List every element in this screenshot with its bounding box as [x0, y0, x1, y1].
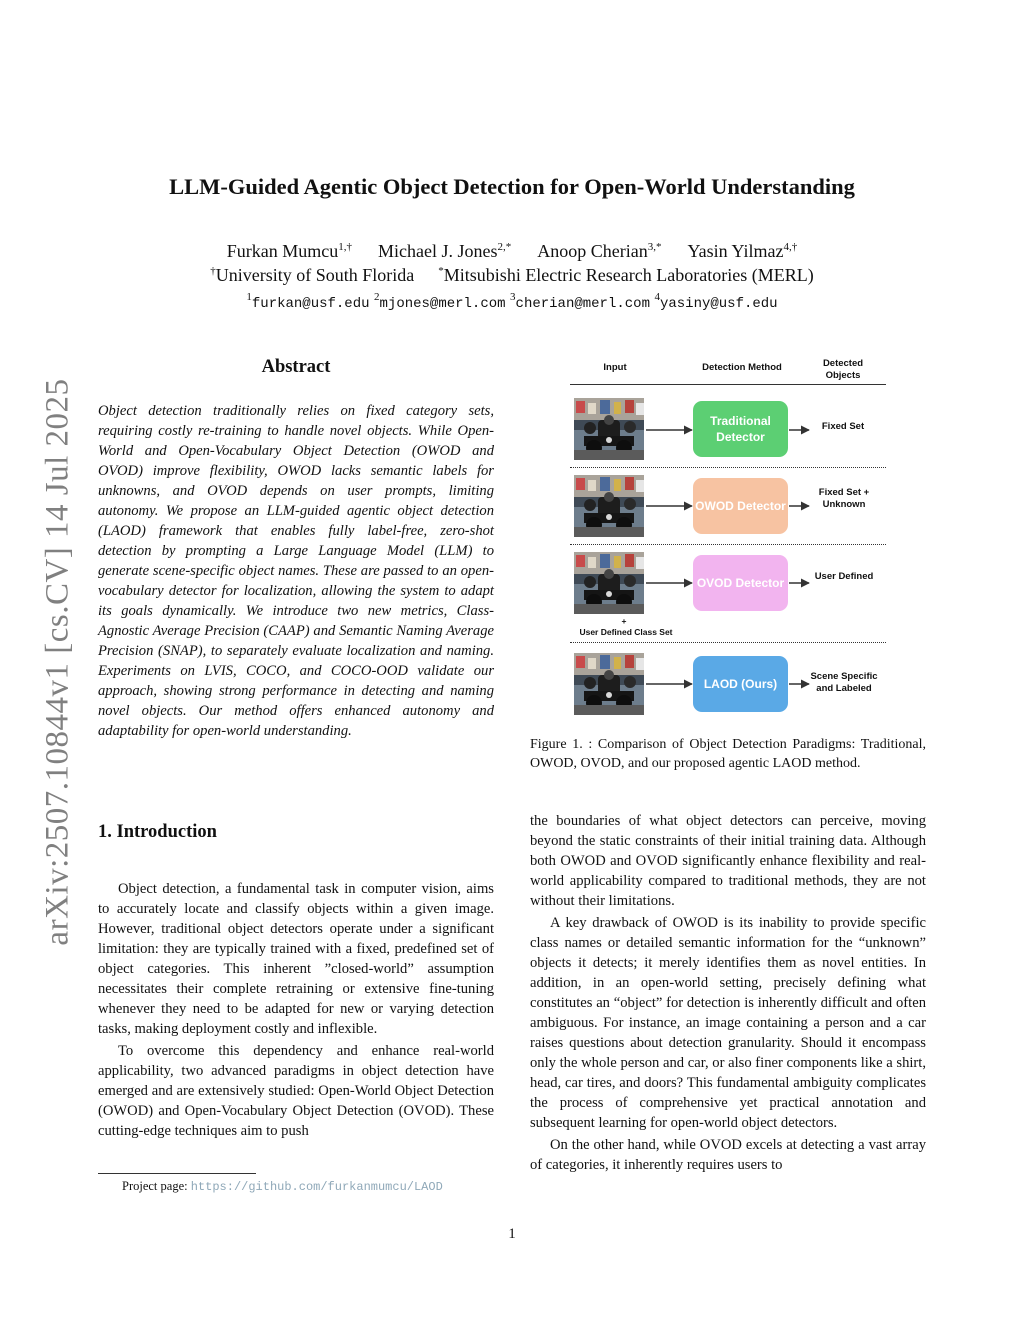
affiliation: †University of South Florida — [210, 265, 415, 285]
email[interactable]: mjones@merl.com — [379, 296, 506, 312]
user-class-set-label: User Defined Class Set — [579, 627, 673, 637]
figure-1 — [562, 355, 898, 727]
owod-detector-box: OWOD Detector — [693, 478, 788, 534]
header-rule — [570, 384, 886, 385]
arrow-icon — [646, 425, 694, 435]
arxiv-stamp: arXiv:2507.10844v1 [cs.CV] 14 Jul 2025 — [39, 378, 76, 946]
arrow-icon — [646, 679, 694, 689]
laod-box: LAOD (Ours) — [693, 656, 788, 712]
paragraph: the boundaries of what object detectors can perceive, moving beyond the static constraints of their initial training data. Although both OWOD and OVOD significantly enhance flexibility and real-world applicability compared to traditional methods, they are not without their limitations. — [530, 813, 926, 909]
traditional-detector-box: Traditional Detector — [693, 401, 788, 457]
output-label: User Defined — [814, 571, 874, 582]
affiliation: *Mitsubishi Electric Research Laboratories (MERL) — [438, 265, 814, 285]
abstract-text: Object detection traditionally relies on fixed category sets, requiring costly re-training to handle novel objects. While Open-World and Open-Vocabulary Object Detection (OWOD and OVOD) improve flexibility, OWOD lacks semantic labels for unknowns, and OVOD depends on user prompts, limiting autonomy. We propose an LLM-guided agentic object detection (LAOD) framework that enables fully label-free, zero-shot detection by prompting a Large Language Model (LLM) to generate scene-specific object names. These are passed to an open-vocabulary detector for localization, allowing the system to adapt its goals dynamically. We introduce two new metrics, Class-Agnostic Average Precision (CAAP) and Semantic Naming Average Precision (SNAP), to separately evaluate localization and naming. Experiments on LVIS, COCO, and COCO-OOD validate our approach, showing strong performance in detecting and naming novel objects. Our method offers enhanced autonomy and adaptability for open-world understanding. — [98, 403, 494, 739]
paragraph: A key drawback of OWOD is its inability to provide specific class names or detailed semantic information for the “unknown” objects it detects; it merely identifies them as novel entities. In addition, in an open-world setting, precisely defining what constitutes an “object” for detection is inherently difficult and often ambiguous. For instance, an image containing a person and a car raises questions about detection granularity. Should it encompass only the whole person and car, or also finer components like a shirt, head, car tires, and doors? This fundamental ambiguity complicates the process of comprehensive yet practical annotation and subsequent learning for open-world object detectors. — [530, 915, 926, 1131]
arrow-icon — [789, 578, 811, 588]
row-divider — [570, 467, 886, 468]
row-divider — [570, 544, 886, 545]
author: Furkan Mumcu$^{1,\dagger}$ — [226, 241, 352, 261]
footnote — [122, 1179, 443, 1194]
page-number: 1 — [508, 1226, 516, 1242]
row-divider — [570, 642, 886, 643]
paper-title: LLM-Guided Agentic Object Detection for Open-World Understanding — [169, 174, 855, 199]
footnote-rule — [98, 1173, 256, 1174]
author: Anoop Cherian$^{3,*}$ — [537, 241, 662, 261]
plus-sign: + — [621, 616, 627, 626]
output-label: Fixed Set + Unknown — [818, 487, 870, 510]
paragraph: On the other hand, while OVOD excels at detecting a vast array of categories, it inherently requires users to — [530, 1137, 926, 1173]
ovod-detector-box: OVOD Detector — [693, 555, 788, 611]
author-list — [0, 241, 1024, 262]
output-label: Scene Specific and Labeled — [810, 671, 878, 694]
arrow-icon — [646, 501, 694, 511]
paragraph: Object detection, a fundamental task in computer vision, aims to accurately locate and classify objects within a given image. However, traditional object detectors operate under a significant limitation: they are typically trained with a fixed, predefined set of object categories. This inherent ”closed-world” assumption necessitates their complete retraining or extensive fine-tuning whenever they need to be adapted for new or varying detection tasks, making deployment costly and inflexible. — [98, 881, 494, 1037]
abstract-heading: Abstract — [261, 357, 331, 377]
header-method: Detection Method — [702, 362, 782, 373]
paragraph: To overcome this dependency and enhance real-world applicability, two advanced paradigms in object detection have emerged and are extensively studied: Open-World Object Detection (OWOD) and Open-Vocabulary Object Detection (OVOD). These cutting-edge techniques aim to push — [98, 1043, 494, 1139]
project-link[interactable]: https://github.com/furkanmumcu/LAOD — [190, 1180, 443, 1194]
output-label: Fixed Set — [821, 421, 865, 432]
footnote-label: Project page: — [122, 1179, 188, 1193]
email[interactable]: furkan@usf.edu — [251, 296, 370, 312]
header-input: Input — [603, 362, 627, 373]
email[interactable]: yasiny@usf.edu — [659, 296, 778, 312]
intro-left-column — [98, 879, 494, 1141]
header-objects: Detected Objects — [822, 358, 864, 381]
input-image — [574, 475, 644, 537]
author: Michael J. Jones$^{2,*}$ — [378, 241, 512, 261]
email[interactable]: cherian@merl.com — [515, 296, 650, 312]
figure-caption: Figure 1. : Comparison of Object Detection Paradigms: Traditional, OWOD, OVOD, and our proposed agentic LAOD method. — [530, 737, 926, 771]
intro-right-column — [530, 811, 926, 1175]
input-image — [574, 552, 644, 614]
arrow-icon — [646, 578, 694, 588]
author: Yasin Yilmaz$^{4,\dagger}$ — [687, 241, 798, 261]
input-image — [574, 398, 644, 460]
affiliation-list — [0, 265, 1024, 286]
email-list: $^1$furkan@usf.edu $^2$mjones@merl.com $^3$cherian@merl.com $^4$yasiny@usf.edu — [246, 291, 778, 312]
input-image — [574, 653, 644, 715]
intro-heading: 1. Introduction — [98, 822, 217, 842]
